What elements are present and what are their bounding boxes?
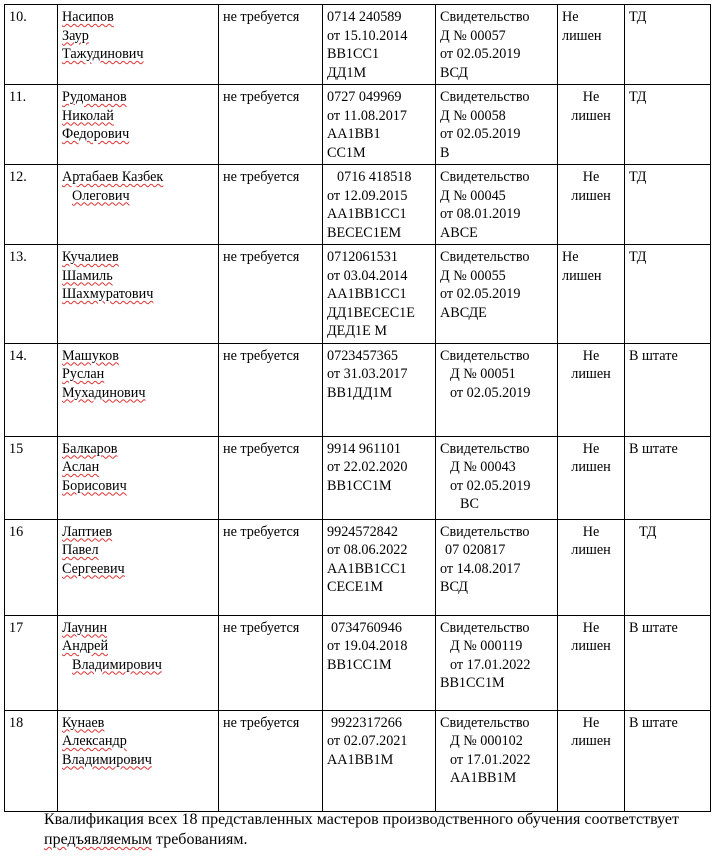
row-number-text: 15 xyxy=(9,440,24,457)
certificate-line: от 02.05.2019 xyxy=(440,286,521,302)
exam-requirement xyxy=(219,343,323,436)
license-line: от 02.07.2021 xyxy=(327,733,408,749)
instructor-name xyxy=(58,343,219,436)
name-line: Кучалиев xyxy=(62,249,119,265)
name-line: Павел xyxy=(62,542,99,558)
name-line: Сергеевич xyxy=(62,560,125,577)
name-line: Аслан xyxy=(62,459,100,475)
deprivation-line: Не xyxy=(562,9,579,25)
driver-license xyxy=(323,245,436,344)
certificate-line: 07 020817 xyxy=(445,542,506,558)
driver-license xyxy=(323,343,436,436)
row-number xyxy=(5,85,58,165)
license-line: АА1ВВ1СС1 xyxy=(327,206,407,222)
exam-text: не требуется xyxy=(223,523,300,540)
certificate-line: Свидетельство xyxy=(440,249,530,265)
certificate-line: Д № 000102 xyxy=(450,733,523,749)
row-number-text: 18 xyxy=(9,714,24,731)
driver-license xyxy=(323,710,436,811)
instructor-certificate xyxy=(436,165,558,245)
license-line: ДД1ВЕСЕС1Е xyxy=(327,304,415,321)
license-line: 9922317266 xyxy=(331,714,402,731)
certificate-line: ВВ1СС1М xyxy=(440,675,505,691)
certificate-line: Свидетельство xyxy=(440,169,530,185)
exam-requirement xyxy=(219,519,323,615)
row-number xyxy=(5,615,58,710)
driver-license xyxy=(323,5,436,85)
deprivation-line: лишен xyxy=(571,542,611,558)
deprivation-line: лишен xyxy=(562,267,602,284)
certificate-line: Свидетельство xyxy=(440,714,530,731)
employment-status xyxy=(625,343,711,436)
license-line: 9914 961101 xyxy=(327,440,401,457)
exam-text: не требуется xyxy=(223,9,300,25)
license-deprivation xyxy=(558,436,625,519)
instructors-table xyxy=(4,4,711,812)
name-line: Кунаев xyxy=(62,714,105,731)
deprivation-line: лишен xyxy=(571,638,611,654)
certificate-line: от 08.01.2019 xyxy=(440,206,521,222)
deprivation-line: лишен xyxy=(571,459,611,475)
name-line: Насипов xyxy=(62,9,114,25)
license-line: ДД1М xyxy=(327,64,367,81)
license-line: от 12.09.2015 xyxy=(327,187,408,204)
name-line: Шамиль xyxy=(62,267,113,284)
status-text: В штате xyxy=(629,347,678,364)
license-deprivation xyxy=(558,245,625,344)
certificate-line: от 02.05.2019 xyxy=(450,477,531,494)
deprivation-line: Не xyxy=(582,440,600,457)
qualification-conclusion: Квалификация всех 18 представленных мастеров производственного обучения соответствует предъявляемым требованиям. xyxy=(44,811,679,848)
deprivation-line: Не xyxy=(582,523,600,540)
employment-status xyxy=(625,436,711,519)
license-line: 0727 049969 xyxy=(327,89,402,105)
license-line: 0712061531 xyxy=(327,249,398,265)
certificate-line: Свидетельство xyxy=(440,9,530,25)
name-line: Тажудинович xyxy=(62,46,144,62)
certificate-line: от 02.05.2019 xyxy=(440,126,521,142)
certificate-line: Свидетельство xyxy=(440,347,530,364)
exam-requirement xyxy=(219,165,323,245)
table-row xyxy=(5,343,711,436)
license-line: от 11.08.2017 xyxy=(327,107,407,124)
certificate-line: от 02.05.2019 xyxy=(440,46,521,62)
employment-status xyxy=(625,519,711,615)
license-deprivation xyxy=(558,343,625,436)
exam-text: не требуется xyxy=(223,347,300,364)
instructor-certificate xyxy=(436,519,558,615)
driver-license xyxy=(323,519,436,615)
status-text: ТД xyxy=(629,249,647,265)
license-deprivation xyxy=(558,710,625,811)
name-line: Машуков xyxy=(62,347,119,364)
certificate-line: В xyxy=(440,144,450,161)
deprivation-line: Не xyxy=(582,89,600,105)
instructor-name xyxy=(58,436,219,519)
table-row xyxy=(5,5,711,85)
exam-text: не требуется xyxy=(223,249,300,265)
row-number-text: 11. xyxy=(9,89,27,105)
instructor-name xyxy=(58,519,219,615)
certificate-line: Д № 00058 xyxy=(440,107,506,124)
name-line: Руслан xyxy=(62,366,105,382)
certificate-line: Д № 000119 xyxy=(450,638,523,654)
certificate-line: Свидетельство xyxy=(440,440,530,457)
table-row xyxy=(5,436,711,519)
name-line: Владимирович xyxy=(72,656,162,673)
license-line: ДЕД1Е М xyxy=(327,323,387,339)
license-line: от 08.06.2022 xyxy=(327,542,408,558)
license-line: АА1ВВ1СС1 xyxy=(327,560,407,577)
exam-text: не требуется xyxy=(223,169,300,185)
row-number-text: 13. xyxy=(9,249,27,265)
license-line: от 22.02.2020 xyxy=(327,459,408,475)
license-line: 0714 240589 xyxy=(327,9,402,25)
certificate-line: Свидетельство xyxy=(440,89,530,105)
exam-requirement xyxy=(219,710,323,811)
instructor-name xyxy=(58,245,219,344)
instructor-certificate xyxy=(436,245,558,344)
certificate-line: от 17.01.2022 xyxy=(450,656,531,673)
employment-status xyxy=(625,5,711,85)
table-row xyxy=(5,615,711,710)
license-line: 0734760946 xyxy=(331,619,402,636)
deprivation-line: лишен xyxy=(571,187,611,204)
status-text: В штате xyxy=(629,714,678,731)
status-text: В штате xyxy=(629,619,678,636)
instructor-certificate xyxy=(436,85,558,165)
row-number-text: 12. xyxy=(9,169,27,185)
table-row xyxy=(5,519,711,615)
status-text: ТД xyxy=(639,523,657,540)
name-line: Шахмуратович xyxy=(62,286,154,302)
deprivation-line: Не xyxy=(582,619,600,636)
license-line: от 31.03.2017 xyxy=(327,366,408,382)
employment-status xyxy=(625,615,711,710)
row-number xyxy=(5,245,58,344)
certificate-line: Д № 00043 xyxy=(450,459,516,475)
name-line: Олегович xyxy=(72,187,130,204)
instructor-name xyxy=(58,5,219,85)
row-number-text: 17 xyxy=(9,619,24,636)
license-line: 0723457365 xyxy=(327,347,398,364)
deprivation-line: лишен xyxy=(571,366,611,382)
table-row xyxy=(5,710,711,811)
exam-requirement xyxy=(219,436,323,519)
driver-license xyxy=(323,436,436,519)
driver-license xyxy=(323,165,436,245)
employment-status xyxy=(625,165,711,245)
row-number xyxy=(5,436,58,519)
deprivation-line: лишен xyxy=(571,733,611,749)
table-row xyxy=(5,165,711,245)
certificate-line: от 14.08.2017 xyxy=(440,560,521,577)
license-line: 9924572842 xyxy=(327,523,398,540)
license-line: СС1М xyxy=(327,144,366,161)
license-line: ВВ1ДД1М xyxy=(327,384,393,401)
certificate-line: Свидетельство xyxy=(440,523,530,540)
name-line: Лаунин xyxy=(62,619,108,636)
instructor-certificate xyxy=(436,615,558,710)
employment-status xyxy=(625,710,711,811)
row-number xyxy=(5,5,58,85)
row-number xyxy=(5,343,58,436)
deprivation-line: лишен xyxy=(571,107,611,124)
certificate-line: Д № 00051 xyxy=(450,366,516,382)
instructor-certificate xyxy=(436,343,558,436)
certificate-line: Д № 00055 xyxy=(440,267,506,284)
status-text: ТД xyxy=(629,169,647,185)
name-line: Артабаев Казбек xyxy=(62,169,164,185)
instructor-name xyxy=(58,165,219,245)
license-line: АА1ВВ1 xyxy=(327,126,381,142)
instructor-name xyxy=(58,710,219,811)
deprivation-line: Не xyxy=(582,169,600,185)
license-line: 0716 418518 xyxy=(337,169,412,185)
exam-text: не требуется xyxy=(223,619,300,636)
license-deprivation xyxy=(558,85,625,165)
instructor-name xyxy=(58,615,219,710)
license-line: от 15.10.2014 xyxy=(327,27,408,44)
certificate-line: от 02.05.2019 xyxy=(450,384,531,401)
driver-license xyxy=(323,615,436,710)
table-row xyxy=(5,85,711,165)
row-number-text: 10. xyxy=(9,9,27,25)
exam-requirement xyxy=(219,245,323,344)
license-line: ВВ1СС1М xyxy=(327,656,392,673)
row-number-text: 16 xyxy=(9,523,24,540)
certificate-line: ВСД xyxy=(440,64,468,81)
name-line: Николай xyxy=(62,107,114,124)
license-line: от 19.04.2018 xyxy=(327,638,408,654)
driver-license xyxy=(323,85,436,165)
row-number xyxy=(5,165,58,245)
license-line: от 03.04.2014 xyxy=(327,267,408,284)
license-line: АА1ВВ1М xyxy=(327,751,394,768)
certificate-line: от 17.01.2022 xyxy=(450,751,531,768)
employment-status xyxy=(625,85,711,165)
name-line: Борисович xyxy=(62,477,127,494)
license-line: СЕСЕ1М xyxy=(327,579,383,595)
instructor-name xyxy=(58,85,219,165)
name-line: Александр xyxy=(62,733,127,749)
license-line: АА1ВВ1СС1 xyxy=(327,286,407,302)
instructor-certificate xyxy=(436,710,558,811)
table-row xyxy=(5,245,711,344)
certificate-line: ВСД xyxy=(440,579,468,595)
employment-status xyxy=(625,245,711,344)
certificate-line: АА1ВВ1М xyxy=(450,770,517,786)
row-number-text: 14. xyxy=(9,347,27,364)
instructor-certificate xyxy=(436,436,558,519)
exam-text: не требуется xyxy=(223,714,300,731)
instructor-certificate xyxy=(436,5,558,85)
certificate-line: АВСДЕ xyxy=(440,304,487,321)
license-line: ВВ1СС1М xyxy=(327,477,392,494)
deprivation-line: Не xyxy=(582,714,600,731)
name-line: Заур xyxy=(62,27,89,44)
license-line: ВВ1СС1 xyxy=(327,46,380,62)
name-line: Лаптиев xyxy=(62,523,113,540)
name-line: Рудоманов xyxy=(62,89,127,105)
name-line: Мухадинович xyxy=(62,384,146,401)
name-line: Балкаров xyxy=(62,440,118,457)
license-deprivation xyxy=(558,5,625,85)
certificate-line: Д № 00057 xyxy=(440,27,506,44)
exam-text: не требуется xyxy=(223,440,300,457)
certificate-line: Д № 00045 xyxy=(440,187,506,204)
name-line: Владимирович xyxy=(62,751,152,768)
certificate-line: ВС xyxy=(460,496,479,512)
license-line: ВЕСЕС1ЕМ xyxy=(327,224,402,241)
row-number xyxy=(5,519,58,615)
name-line: Андрей xyxy=(62,638,109,654)
exam-requirement xyxy=(219,85,323,165)
table-body xyxy=(5,5,711,812)
status-text: В штате xyxy=(629,440,678,457)
exam-requirement xyxy=(219,5,323,85)
deprivation-line: лишен xyxy=(562,27,602,44)
certificate-line: Свидетельство xyxy=(440,619,530,636)
row-number xyxy=(5,710,58,811)
certificate-line: АВСЕ xyxy=(440,224,478,241)
license-deprivation xyxy=(558,165,625,245)
license-deprivation xyxy=(558,615,625,710)
exam-text: не требуется xyxy=(223,89,300,105)
exam-requirement xyxy=(219,615,323,710)
status-text: ТД xyxy=(629,9,647,25)
status-text: ТД xyxy=(629,89,647,105)
deprivation-line: Не xyxy=(582,347,600,364)
license-deprivation xyxy=(558,519,625,615)
deprivation-line: Не xyxy=(562,249,579,265)
name-line: Федорович xyxy=(62,126,130,142)
